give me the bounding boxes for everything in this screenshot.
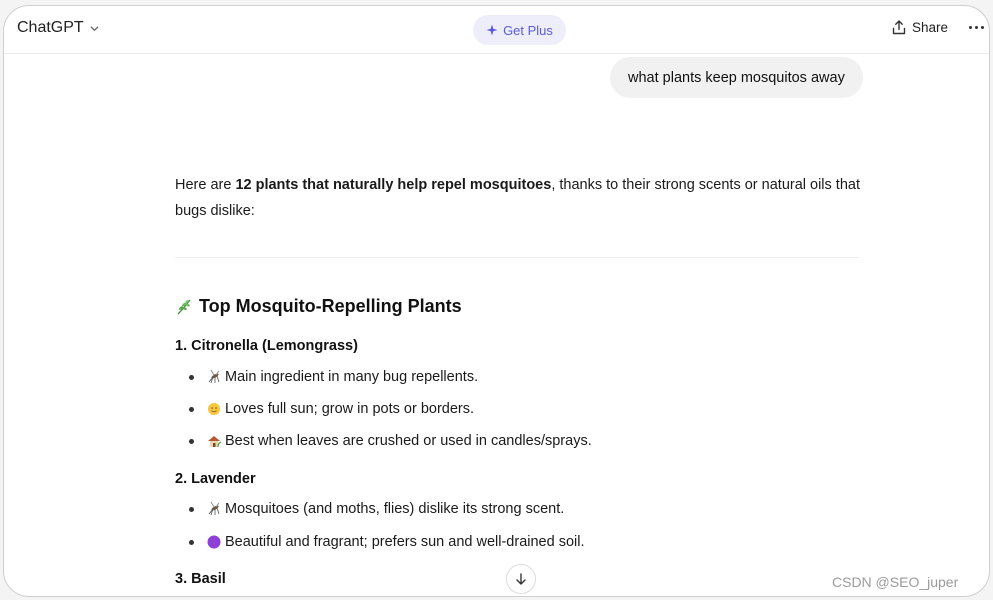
divider	[175, 257, 859, 258]
plant-title: 2. Lavender	[175, 471, 256, 487]
section-heading	[175, 296, 462, 317]
purple-circle-icon	[206, 534, 222, 550]
bullet-text: Mosquitoes (and moths, flies) dislike its strong scent.	[225, 501, 565, 517]
model-selector[interactable]	[17, 19, 100, 37]
sparkle-icon	[486, 24, 498, 36]
section-title: Top Mosquito-Repelling Plants	[199, 296, 462, 316]
bullet-text: Beautiful and fragrant; prefers sun and well-drained soil.	[225, 534, 585, 550]
top-bar	[4, 6, 989, 54]
plant-title: 3. Basil	[175, 571, 226, 587]
list-item	[189, 534, 584, 550]
list-item	[189, 401, 474, 417]
list-item	[189, 433, 592, 449]
share-button[interactable]	[892, 20, 948, 35]
herb-icon	[175, 298, 193, 316]
more-options-icon[interactable]	[969, 26, 984, 29]
sun-icon	[206, 401, 222, 417]
scroll-down-button[interactable]	[506, 564, 536, 594]
watermark: CSDN @SEO_juper	[832, 574, 959, 590]
user-message-text: what plants keep mosquitos away	[628, 69, 845, 86]
plant-title: 1. Citronella (Lemongrass)	[175, 338, 358, 354]
share-label: Share	[912, 20, 949, 35]
response-intro: Here are 12 plants that naturally help repel mosquitoes, thanks to their strong scents or natural oils that bugs dislike:	[175, 177, 860, 219]
house-icon	[206, 433, 222, 449]
get-plus-label: Get Plus	[503, 22, 553, 38]
chat-window	[3, 5, 990, 597]
list-item	[189, 501, 564, 517]
mosquito-icon	[206, 369, 222, 385]
bullet-text: Loves full sun; grow in pots or borders.	[225, 401, 475, 417]
share-icon	[892, 20, 906, 35]
model-label: ChatGPT	[17, 19, 84, 36]
list-item	[189, 369, 478, 385]
mosquito-icon	[206, 501, 222, 517]
arrow-down-icon	[514, 572, 528, 586]
chevron-down-icon	[89, 23, 100, 34]
assistant-message	[175, 172, 865, 224]
get-plus-button[interactable]	[473, 15, 566, 45]
bullet-text: Best when leaves are crushed or used in candles/sprays.	[225, 433, 592, 449]
bullet-text: Main ingredient in many bug repellents.	[225, 369, 479, 385]
user-message-bubble	[610, 57, 863, 98]
